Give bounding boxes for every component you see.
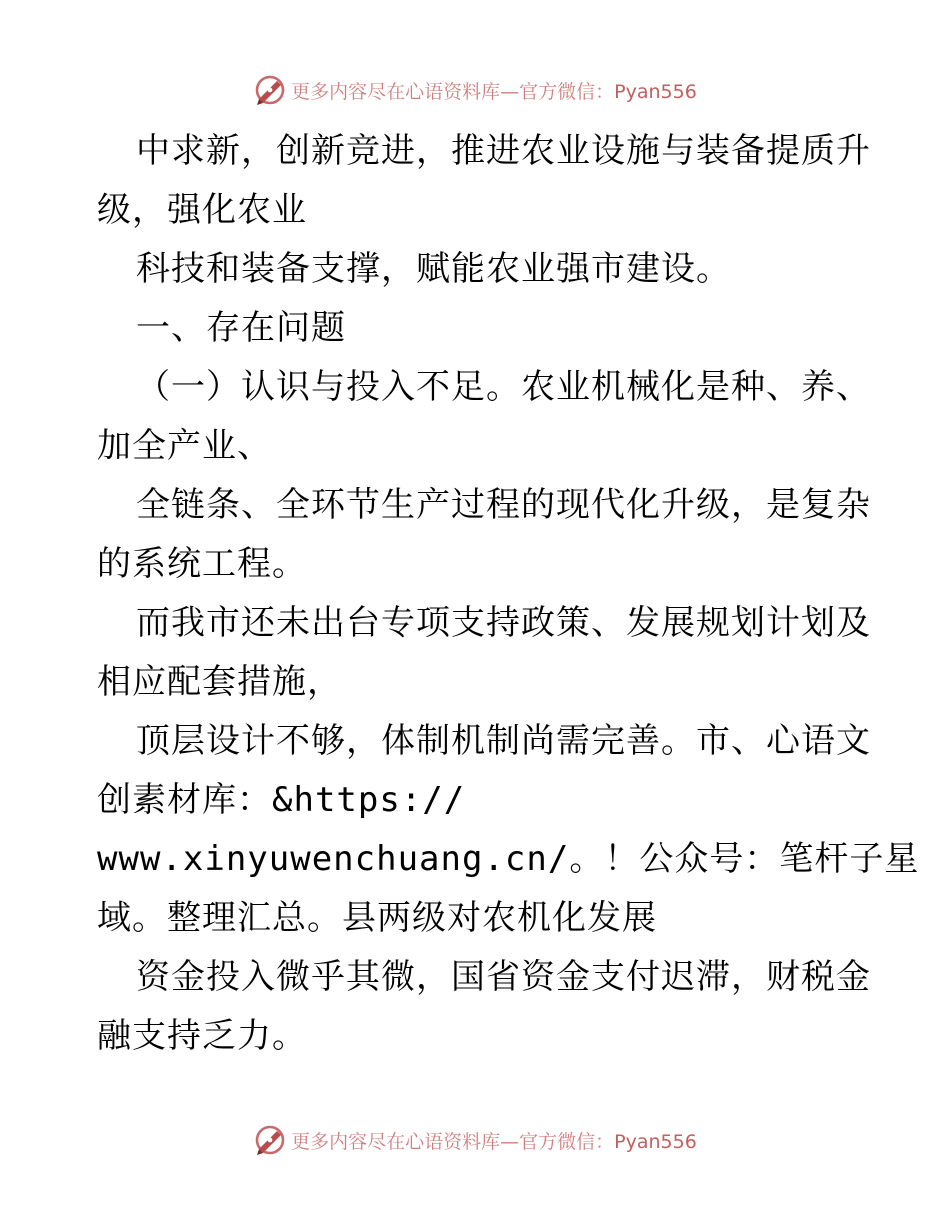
body-line: （一）认识与投入不足。农业机械化是种、养、 bbox=[136, 367, 871, 407]
body-line: 级，强化农业 bbox=[97, 190, 307, 230]
body-line: 创素材库：&https:// bbox=[97, 780, 466, 820]
footer-watermark bbox=[0, 1120, 950, 1160]
body-line: 加全产业、 bbox=[97, 426, 272, 466]
watermark-text: 更多内容尽在心语资料库—官方微信：Pyan556 bbox=[291, 80, 697, 103]
body-line: 的系统工程。 bbox=[97, 544, 307, 584]
body-line: www.xinyuwenchuang.cn/。！公众号：笔杆子星 bbox=[97, 839, 920, 879]
body-line: 相应配套措施， bbox=[97, 662, 342, 702]
body-line: 全链条、全环节生产过程的现代化升级，是复杂 bbox=[136, 485, 871, 525]
header-watermark bbox=[0, 70, 950, 110]
document-body bbox=[97, 122, 920, 1066]
body-line: 顶层设计不够，体制机制尚需完善。市、心语文 bbox=[136, 721, 871, 761]
watermark-handle: Pyan556 bbox=[614, 1130, 697, 1153]
body-line: 资金投入微乎其微，国省资金支付迟滞，财税金 bbox=[136, 957, 871, 997]
body-line: 中求新，创新竞进，推进农业设施与装备提质升 bbox=[136, 131, 871, 171]
body-line: 域。整理汇总。县两级对农机化发展 bbox=[97, 898, 657, 938]
body-line: 科技和装备支撑，赋能农业强市建设。 bbox=[136, 249, 731, 289]
body-line: 融支持乏力。 bbox=[97, 1016, 307, 1056]
body-line: 而我市还未出台专项支持政策、发展规划计划及 bbox=[136, 603, 871, 643]
body-line: 一、存在问题 bbox=[136, 308, 346, 348]
watermark-text: 更多内容尽在心语资料库—官方微信：Pyan556 bbox=[291, 1130, 697, 1153]
pen-logo-icon bbox=[253, 1123, 287, 1157]
watermark-handle: Pyan556 bbox=[614, 80, 697, 103]
pen-logo-icon bbox=[253, 73, 287, 107]
